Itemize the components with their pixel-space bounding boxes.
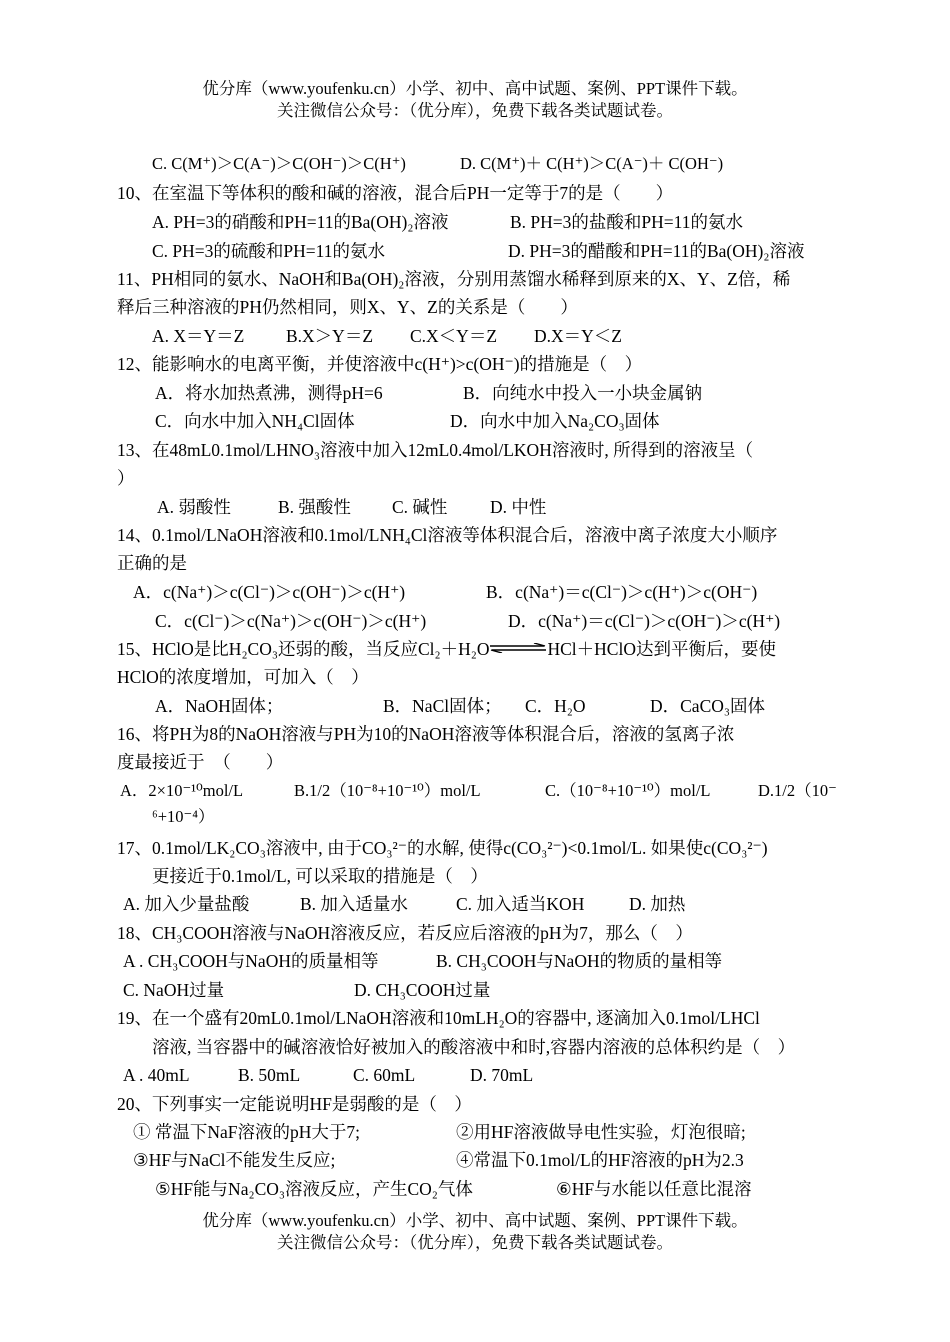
q20-statement-1: ① 常温下NaF溶液的pH大于7;	[133, 1122, 361, 1142]
q16-option-a: A．2×10⁻¹⁰mol/L	[120, 781, 244, 800]
q14-stem-line-1: 14、0.1mol/LNaOH溶液和0.1mol/LNH₄Cl溶液等体积混合后，溶液中离子浓度大小顺序	[117, 525, 778, 545]
q17-option-b: B. 加入适量水	[300, 894, 408, 914]
q18-option-a: A . CH₃COOH与NaOH的质量相等	[123, 951, 379, 971]
q20-statement-4: ④常温下0.1mol/L的HF溶液的pH为2.3	[456, 1150, 744, 1170]
q11-stem-line-1: 11、PH相同的氨水、NaOH和Ba(OH)₂溶液，分别用蒸馏水稀释到原来的X、Y、Z倍，稀	[117, 269, 791, 289]
q16-stem-line-2: 度最接近于 （ ）	[117, 752, 284, 772]
q15-option-a: A．NaOH固体；	[155, 696, 284, 716]
q12-option-c: C．向水中加入NH₄Cl固体	[155, 411, 355, 431]
q14-option-b: B．c(Na⁺)＝c(Cl⁻)＞c(H⁺)＞c(OH⁻)	[486, 582, 758, 602]
header-line-2: 关注微信公众号：（优分库），免费下载各类试题试卷。	[277, 101, 673, 120]
q13-stem-line-1: 13、在48mL0.1mol/LHNO₃溶液中加入12mL0.4mol/LKOH溶液时, 所得到的溶液呈（	[117, 440, 754, 460]
q14-option-a: A．c(Na⁺)＞c(Cl⁻)＞c(OH⁻)＞c(H⁺)	[133, 582, 406, 602]
q14-option-d: D．c(Na⁺)＝c(Cl⁻)＞c(OH⁻)＞c(H⁺)	[508, 611, 781, 631]
q19-option-c: C. 60mL	[353, 1065, 416, 1085]
q14-option-c: C．c(Cl⁻)＞c(Na⁺)＞c(OH⁻)＞c(H⁺)	[155, 611, 427, 631]
q15-stem-part-2: HCl＋HClO达到平衡后，要使	[547, 639, 776, 659]
q11-option-b: B.X＞Y＝Z	[286, 326, 374, 346]
q16-stem-line-1: 16、将PH为8的NaOH溶液与PH为10的NaOH溶液等体积混合后，溶液的氢离子浓	[117, 724, 735, 744]
q13-stem-line-2: ）	[117, 468, 135, 488]
q15-option-d: D．CaCO₃固体	[650, 696, 765, 716]
q10-option-b: B. PH=3的盐酸和PH=11的氨水	[510, 212, 744, 232]
q16-option-c: C.（10⁻⁸+10⁻¹⁰）mol/L	[545, 781, 711, 800]
q12-option-d: D．向水中加入Na₂CO₃固体	[450, 411, 660, 431]
q19-option-b: B. 50mL	[238, 1065, 301, 1085]
q13-option-d: D. 中性	[490, 497, 547, 517]
q13-option-b: B. 强酸性	[278, 497, 351, 517]
q13-option-a: A. 弱酸性	[157, 497, 231, 517]
q18-option-b: B. CH₃COOH与NaOH的物质的量相等	[436, 951, 723, 971]
footer-line-2: 关注微信公众号：（优分库），免费下载各类试题试卷。	[277, 1233, 673, 1252]
q20-statement-2: ②用HF溶液做导电性实验，灯泡很暗;	[456, 1122, 746, 1142]
q11-stem-line-2: 释后三种溶液的PH仍然相同，则X、Y、Z的关系是（ ）	[117, 297, 578, 317]
q9-option-c: C. C(M⁺)＞C(A⁻)＞C(OH⁻)＞C(H⁺)	[152, 154, 406, 173]
q10-option-d: D. PH=3的醋酸和PH=11的Ba(OH)₂溶液	[508, 241, 805, 261]
q16-option-d: D.1/2（10⁻	[758, 781, 837, 800]
q15-option-b: B．NaCl固体；	[383, 696, 502, 716]
header-line-1: 优分库（www.youfenku.cn）小学、初中、高中试题、案例、PPT课件下载。	[202, 79, 748, 98]
q20-statement-3: ③HF与NaCl不能发生反应;	[133, 1150, 336, 1170]
q10-option-c: C. PH=3的硫酸和PH=11的氨水	[152, 241, 386, 261]
q19-stem-line-2: 溶液, 当容器中的碱溶液恰好被加入的酸溶液中和时,容器内溶液的总体积约是（ ）	[152, 1037, 796, 1057]
q18-option-d: D. CH₃COOH过量	[354, 980, 491, 1000]
q17-option-c: C. 加入适当KOH	[456, 894, 585, 914]
q12-option-b: B．向纯水中投入一小块金属钠	[463, 383, 703, 403]
q12-option-a: A．将水加热煮沸，测得pH=6	[155, 383, 383, 403]
q19-option-a: A . 40mL	[123, 1065, 190, 1085]
q10-option-a: A. PH=3的硝酸和PH=11的Ba(OH)₂溶液	[152, 212, 449, 232]
q17-option-d: D. 加热	[629, 894, 686, 914]
q17-stem-line-1: 17、0.1mol/LK₂CO₃溶液中, 由于CO₃²⁻的水解, 使得c(CO₃²⁻)<0.1mol/L. 如果使c(CO₃²⁻)	[117, 838, 768, 858]
q20-statement-5: ⑤HF能与Na₂CO₃溶液反应，产生CO₂气体	[155, 1179, 473, 1199]
q15-option-c: C．H₂O	[525, 696, 586, 716]
footer-line-1: 优分库（www.youfenku.cn）小学、初中、高中试题、案例、PPT课件下载。	[202, 1211, 748, 1230]
q10-stem: 10、在室温下等体积的酸和碱的溶液，混合后PH一定等于7的是（ ）	[117, 183, 674, 203]
q16-option-b: B.1/2（10⁻⁸+10⁻¹⁰）mol/L	[294, 781, 481, 800]
q16-option-d-continued: ⁶+10⁻⁴）	[152, 807, 215, 826]
q15-stem-part-1: 15、HClO是比H₂CO₃还弱的酸，当反应Cl₂＋H₂O	[117, 639, 490, 659]
q20-stem: 20、下列事实一定能说明HF是弱酸的是（ ）	[117, 1094, 472, 1114]
q14-stem-line-2: 正确的是	[117, 553, 187, 573]
q11-option-a: A. X＝Y＝Z	[152, 326, 245, 346]
q9-option-d: D. C(M⁺)＋ C(H⁺)＞C(A⁻)＋ C(OH⁻)	[460, 154, 724, 173]
q19-option-d: D. 70mL	[470, 1065, 534, 1085]
q15-stem-line-2: HClO的浓度增加，可加入（ ）	[117, 667, 369, 687]
q18-stem: 18、CH₃COOH溶液与NaOH溶液反应，若反应后溶液的pH为7，那么（ ）	[117, 923, 693, 943]
q19-stem-line-1: 19、在一个盛有20mL0.1mol/LNaOH溶液和10mLH₂O的容器中, 逐滴加入0.1mol/LHCl	[117, 1008, 760, 1028]
q11-option-d: D.X＝Y＜Z	[534, 326, 622, 346]
q17-option-a: A. 加入少量盐酸	[123, 894, 250, 914]
q13-option-c: C. 碱性	[392, 497, 448, 517]
q11-option-c: C.X＜Y＝Z	[410, 326, 498, 346]
q18-option-c: C. NaOH过量	[123, 980, 225, 1000]
q12-stem: 12、能影响水的电离平衡，并使溶液中c(H⁺)>c(OH⁻)的措施是（ ）	[117, 354, 643, 374]
equilibrium-arrow-icon	[490, 643, 546, 653]
q15-stem-line-1	[117, 636, 776, 662]
q17-stem-line-2: 更接近于0.1mol/L, 可以采取的措施是（ ）	[152, 866, 488, 886]
q20-statement-6: ⑥HF与水能以任意比混溶	[556, 1179, 752, 1199]
